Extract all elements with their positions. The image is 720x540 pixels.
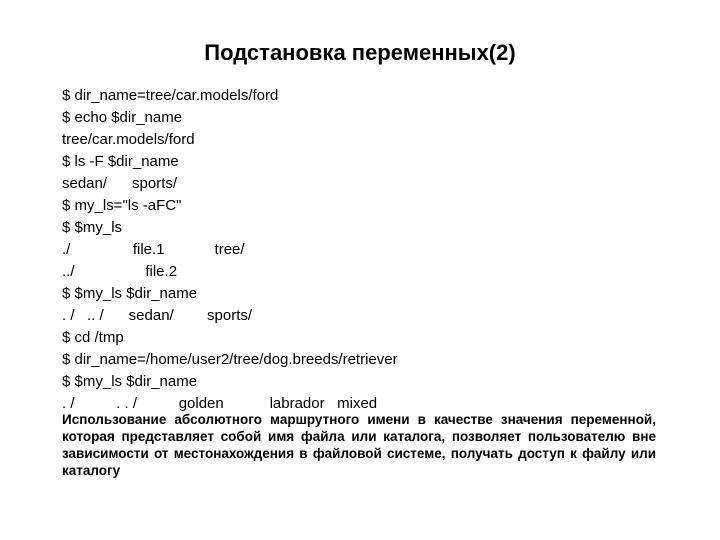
code-line: $ ls -F $dir_name	[62, 153, 179, 170]
code-line: $ my_ls="ls -aFC"	[62, 197, 182, 214]
code-line: $ dir_name=tree/car.models/ford	[62, 87, 279, 104]
code-line: . / . . / golden labrador mixed	[62, 395, 378, 412]
code-line: tree/car.models/ford	[62, 131, 195, 148]
explanation-note: Использование абсолютного маршрутного имени в качестве значения переменной, которая представляет собой имя файла или каталога, позволяет пользователю вне зависимости от местонахождения в файловой системе, получать доступ к файлу или каталогу	[62, 412, 656, 478]
code-line: ./ file.1 tree/	[62, 241, 245, 258]
code-line: $ $my_ls $dir_name	[62, 285, 198, 302]
code-line: $ $my_ls $dir_name	[62, 373, 198, 390]
code-line: . / .. / sedan/ sports/	[62, 307, 253, 324]
slide-title: Подстановка переменных(2)	[204, 40, 516, 65]
code-line: $ $my_ls	[62, 219, 123, 236]
code-line: $ echo $dir_name	[62, 109, 183, 126]
shell-session	[62, 85, 662, 415]
code-line: $ cd /tmp	[62, 329, 124, 346]
code-line: sedan/ sports/	[62, 175, 178, 192]
code-line: $ dir_name=/home/user2/tree/dog.breeds/retriever	[62, 351, 398, 368]
code-line: ../ file.2	[62, 263, 178, 280]
